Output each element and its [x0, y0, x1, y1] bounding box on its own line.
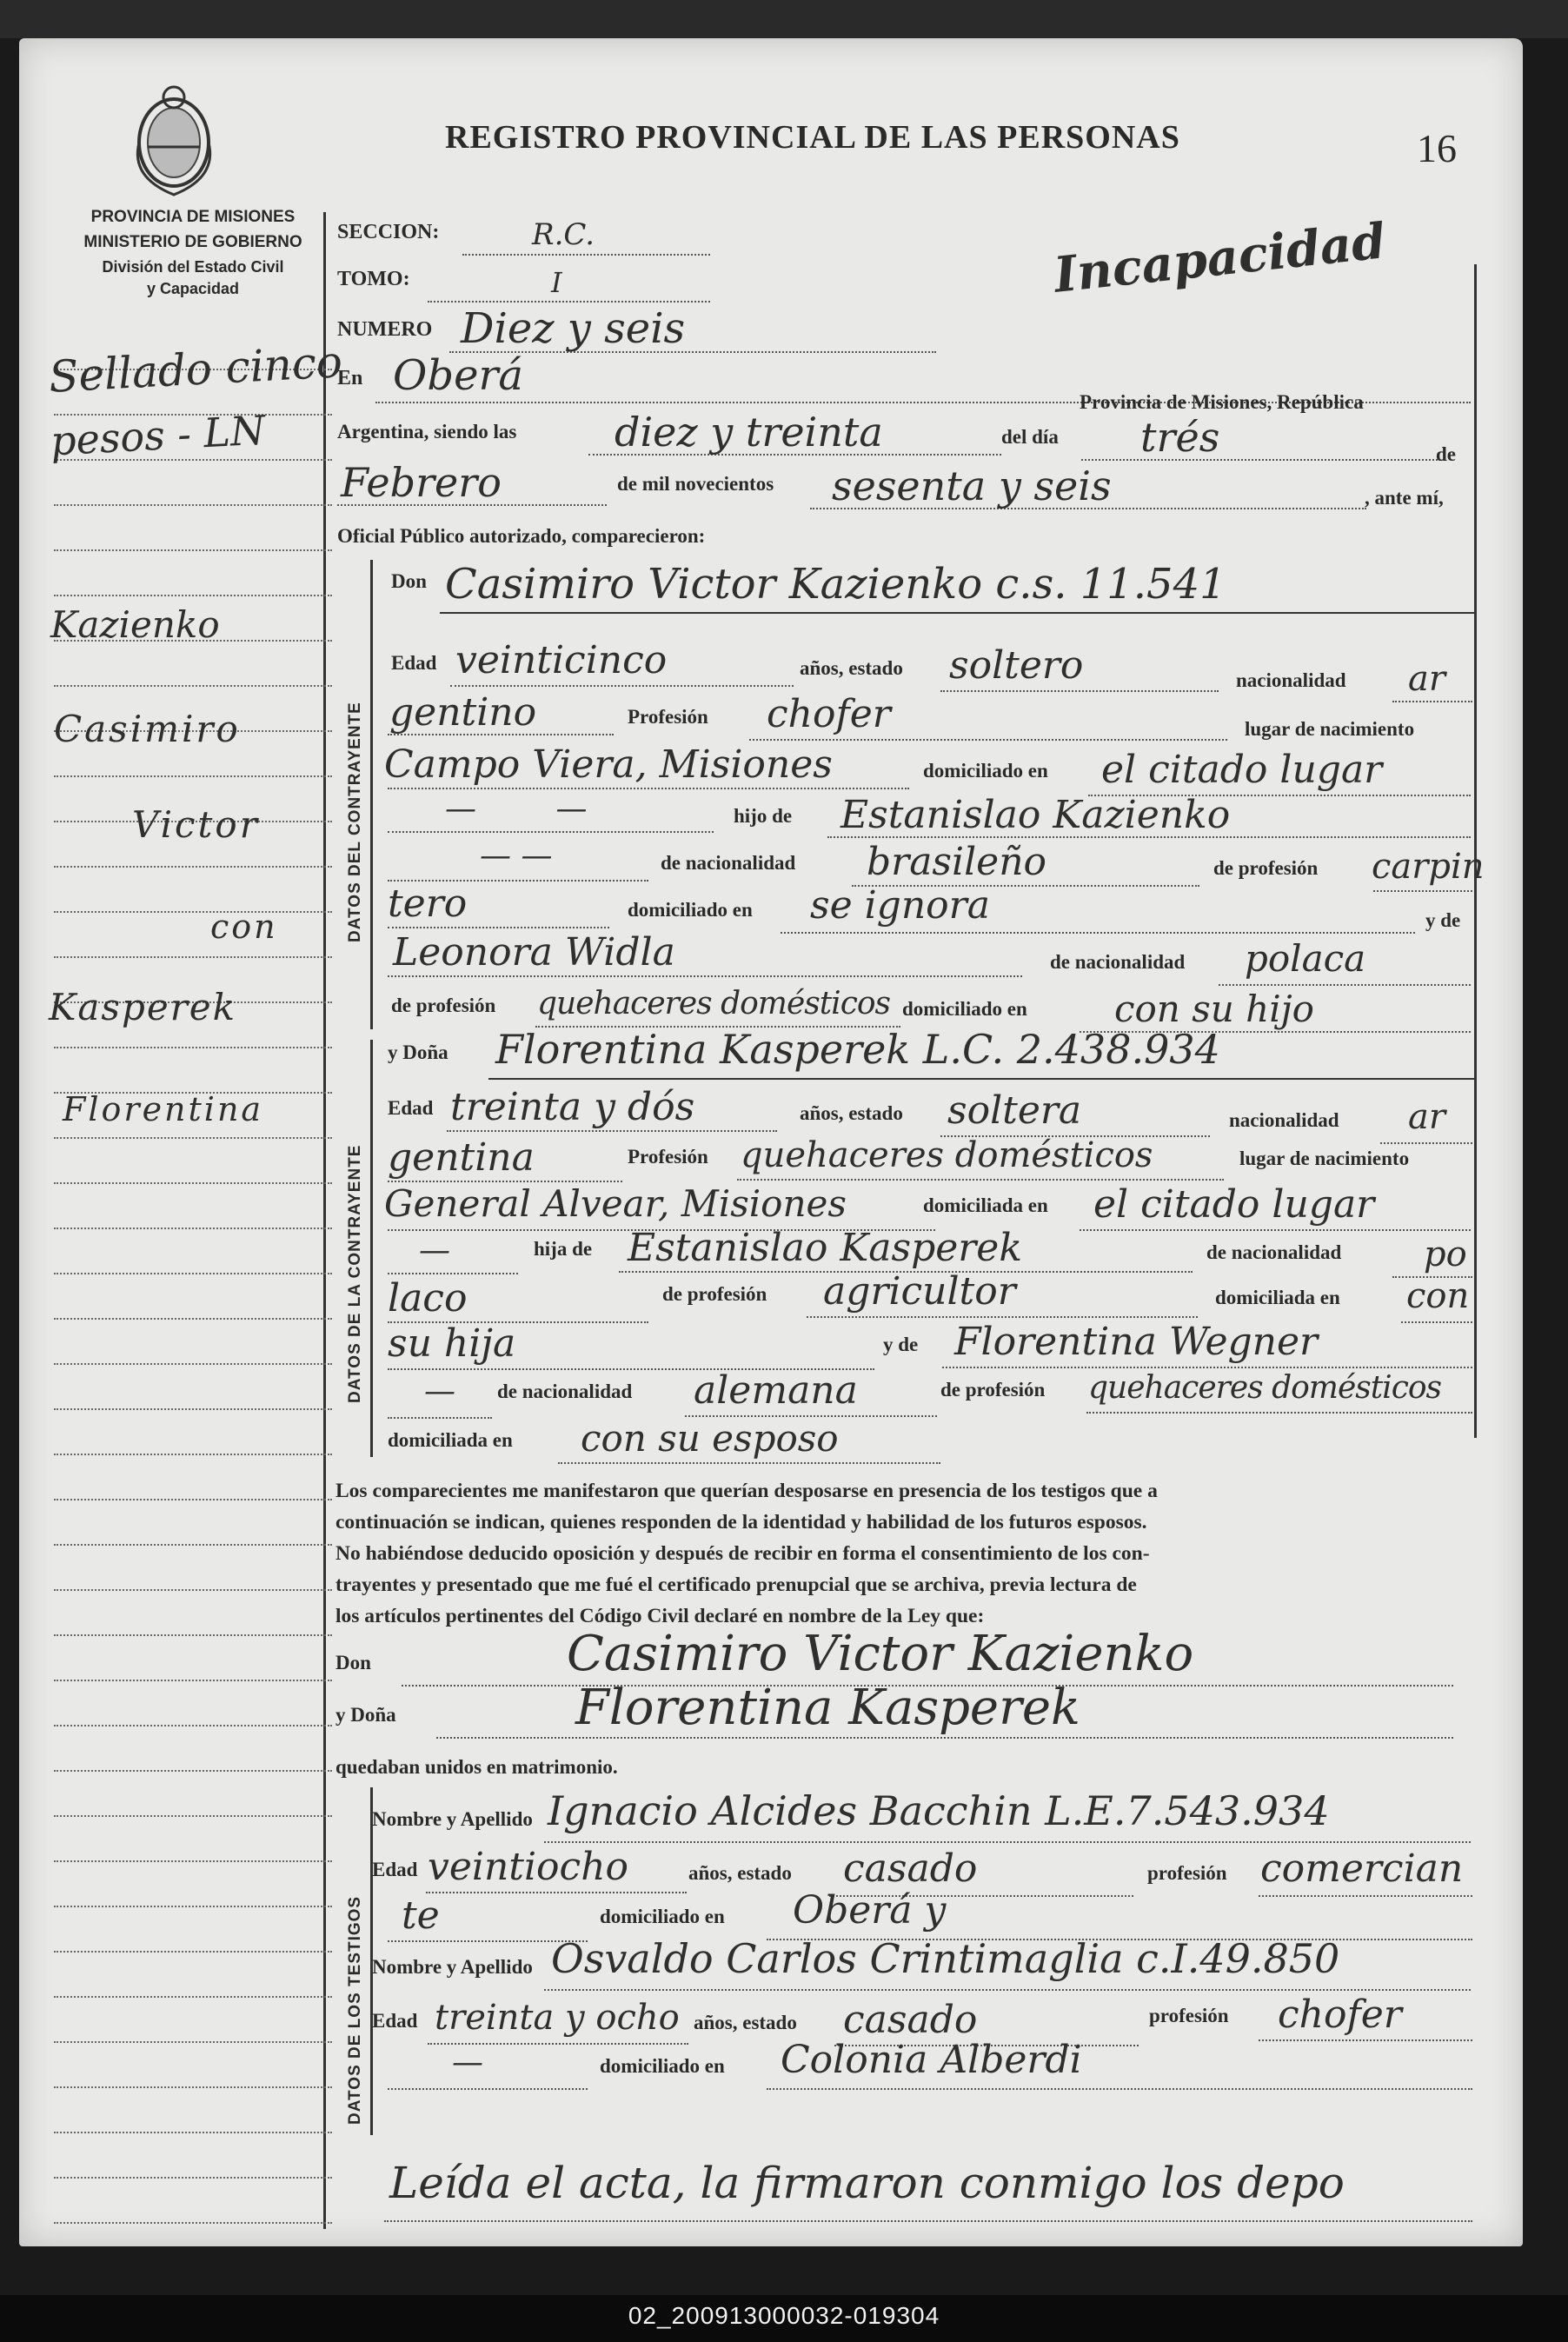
quedaban-text: quedaban unidos en matrimonio. — [336, 1756, 618, 1778]
madre-2-nac-label: de nacionalidad — [497, 1381, 633, 1402]
margin-rule — [54, 1634, 332, 1636]
margin-rule — [54, 1182, 332, 1184]
contrayente-nombre: Casimiro Victor Kazienko c.s. 11.541 — [445, 560, 1226, 609]
decl-dona-label: y Doña — [336, 1704, 396, 1726]
madre-dom-label: domiciliado en — [902, 998, 1027, 1020]
margin-rule — [54, 956, 332, 958]
padre-2-value: Estanislao Kasperek — [628, 1226, 1023, 1270]
de-profesion-label: de profesión — [1213, 857, 1319, 879]
lugar-value: Campo Viera, Misiones — [384, 742, 833, 787]
padre-2-prof-value: agricultor — [823, 1269, 1016, 1314]
t2-nombre-label: Nombre y Apellido — [372, 1956, 533, 1978]
padre-2-dom-value-1: con — [1406, 1276, 1470, 1316]
t1-dom-label: domiciliado en — [600, 1906, 725, 1927]
dona-label: y Doña — [388, 1041, 448, 1063]
margin-name-3: Victor — [132, 803, 260, 846]
lugar-2-label: lugar de nacimiento — [1239, 1148, 1410, 1169]
madre-2-dom-label: domiciliada en — [388, 1429, 513, 1451]
lugar-2-value: General Alvear, Misiones — [384, 1182, 847, 1225]
nacionalidad-2-value-1: ar — [1408, 1097, 1445, 1137]
margin-rule — [54, 911, 332, 913]
t1-prof-value-1: comercian — [1260, 1846, 1464, 1891]
madre-2-prof-value: quehaceres domésticos — [1088, 1370, 1442, 1406]
margin-name-4: con — [210, 908, 278, 946]
provincia-text: Provincia de Misiones, República — [1080, 391, 1364, 413]
margin-rule — [54, 2132, 332, 2133]
padre-2-prof-label: de profesión — [662, 1283, 767, 1305]
mes-value: Febrero — [341, 459, 502, 506]
madre-2-prof-label: de profesión — [940, 1379, 1046, 1401]
edad-label: Edad — [391, 652, 437, 674]
nacionalidad-2-value-2: gentina — [388, 1135, 535, 1180]
hora-value: diez y treinta — [615, 409, 883, 456]
register-title: REGISTRO PROVINCIAL DE LAS PERSONAS — [445, 119, 1180, 156]
tomo-label: TOMO: — [337, 268, 410, 290]
margin-name-1: Kazienko — [50, 603, 220, 646]
anio-value: sesenta y seis — [832, 462, 1112, 509]
profesion-value: chofer — [767, 692, 891, 736]
en-label: En — [337, 367, 363, 389]
margin-rule — [54, 2222, 332, 2224]
edad-2-value: treinta y dós — [450, 1085, 695, 1129]
domicilio-2-value: el citado lugar — [1093, 1182, 1375, 1227]
madre-prof-value: quehaceres domésticos — [537, 986, 891, 1021]
margin-rule — [54, 1408, 332, 1410]
t2-nombre-value: Osvaldo Carlos Crintimaglia c.I.49.850 — [551, 1935, 1340, 1982]
estado-value: soltero — [949, 643, 1084, 688]
margin-name-2: Casimiro — [54, 708, 241, 750]
nacionalidad-value-2: gentino — [389, 690, 537, 735]
anios-estado-label: años, estado — [800, 657, 903, 679]
padre-prof-value-2: tero — [388, 882, 468, 926]
declaracion-line-2: continuación se indican, quienes responden de la identidad y habilidad de los futuros esposos. — [336, 1511, 1147, 1534]
y-de-label: y de — [1425, 909, 1461, 931]
hija-de-label: hija de — [534, 1238, 593, 1260]
declaracion-line-1: Los comparecientes me manifestaron que querían desposarse en presencia de los testigos que a — [336, 1480, 1158, 1502]
padre-value: Estanislao Kazienko — [840, 793, 1231, 837]
en-value: Oberá — [393, 351, 524, 400]
decl-dona-value: Florentina Kasperek — [575, 1680, 1080, 1736]
margin-rule — [54, 1589, 332, 1591]
edad-2-label: Edad — [388, 1097, 434, 1119]
de-nacionalidad-label: de nacionalidad — [661, 852, 796, 874]
t2-dom-label: domiciliado en — [600, 2055, 725, 2077]
decl-don-value: Casimiro Victor Kazienko — [567, 1626, 1194, 1682]
madre-2-nac-value: alemana — [694, 1368, 858, 1413]
padre-prof-value-1: carpin — [1372, 847, 1485, 887]
y-de-2-label: y de — [883, 1334, 919, 1355]
padre-2-dom-value-2: su hija — [388, 1321, 516, 1366]
margin-rule — [54, 549, 332, 551]
del-dia-label: del día — [1001, 426, 1059, 448]
margin-rule — [54, 1544, 332, 1546]
margin-rule — [54, 1454, 332, 1455]
margin-rule — [54, 685, 332, 687]
numero-label: NUMERO — [337, 318, 433, 341]
testigos-section-label: DATOS DE LOS TESTIGOS — [346, 1895, 364, 2125]
margin-rule — [54, 2041, 332, 2043]
edad-value: veinticinco — [455, 638, 668, 682]
t1-edad-label: Edad — [372, 1859, 418, 1880]
official-signature: Incapacidad — [1051, 212, 1389, 304]
anios-estado-2-label: años, estado — [800, 1102, 903, 1124]
t1-prof-label: profesión — [1147, 1862, 1227, 1884]
t2-prof-label: profesión — [1149, 2005, 1229, 2026]
coat-of-arms-icon — [122, 73, 226, 203]
guion-4: — — [424, 1374, 455, 1409]
contrayente-2-section-label: DATOS DE LA CONTRAYENTE — [346, 1144, 364, 1403]
madre-2-dom-value: con su esposo — [581, 1417, 839, 1460]
margin-rule — [54, 1860, 332, 1862]
padre-2-nac-value-2: laco — [388, 1276, 468, 1321]
numero-value: Diez y seis — [461, 304, 686, 353]
lugar-label: lugar de nacimiento — [1245, 718, 1415, 740]
margin-name-5: Kasperek — [49, 986, 237, 1028]
t2-prof-value: chofer — [1278, 1993, 1402, 2037]
page-number: 16 — [1417, 126, 1457, 170]
seccion-value: R.C. — [532, 217, 595, 252]
margin-rule — [54, 1770, 332, 1772]
padre-2-dom-label: domiciliada en — [1215, 1287, 1340, 1308]
margin-name-6: Florentina — [63, 1090, 264, 1128]
guion-1: — — — [445, 791, 622, 827]
margin-rule — [54, 1318, 332, 1320]
profesion-2-value: quehaceres domésticos — [741, 1135, 1153, 1175]
t1-anios-label: años, estado — [688, 1862, 792, 1884]
margin-rule — [54, 1137, 332, 1139]
padre-nac-value: brasileño — [867, 840, 1047, 884]
contrayente-2-bracket — [370, 1040, 373, 1457]
t1-prof-value-2: te — [402, 1893, 440, 1938]
margin-rule — [54, 1680, 332, 1681]
de-label: de — [1436, 443, 1456, 465]
dia-value: trés — [1140, 414, 1220, 461]
hijo-de-label: hijo de — [734, 805, 793, 827]
cierre-text: Leída el acta, la firmaron conmigo los depo — [389, 2158, 1345, 2208]
don-label: Don — [391, 570, 427, 592]
t2-edad-value: treinta y ocho — [435, 1998, 680, 2038]
image-caption: 02_200913000032-019304 — [628, 2302, 940, 2329]
margin-rule — [54, 775, 332, 777]
t2-edad-label: Edad — [372, 2010, 418, 2032]
nacionalidad-label: nacionalidad — [1236, 669, 1346, 691]
nacionalidad-value-1: ar — [1408, 659, 1445, 699]
declaracion-line-3: No habiéndose deducido oposición y después de recibir en forma el consentimiento de los con- — [336, 1542, 1150, 1565]
domiciliada-en-label: domiciliada en — [923, 1194, 1048, 1216]
margin-rule — [54, 1363, 332, 1365]
madre-2-value: Florentina Wegner — [954, 1320, 1319, 1364]
oficial-text: Oficial Público autorizado, comparecieron: — [337, 525, 706, 547]
contrayente-2-nombre: Florentina Kasperek L.C. 2.438.934 — [495, 1026, 1220, 1073]
margin-rule — [54, 1906, 332, 1907]
margin-rule — [54, 1047, 332, 1048]
seccion-label: SECCION: — [337, 221, 440, 243]
t1-edad-value: veintiocho — [428, 1845, 629, 1889]
t2-estado-value: casado — [843, 1998, 978, 2042]
margin-rule — [54, 2086, 332, 2088]
declaracion-line-4: trayentes y presentado que me fué el certificado prenupcial que se archiva, previa lectura de — [336, 1574, 1137, 1596]
margin-rule — [54, 1725, 332, 1727]
tomo-value: I — [551, 266, 562, 299]
estado-2-value: soltera — [947, 1088, 1082, 1133]
top-shadow-band — [0, 0, 1568, 38]
org-line-2: MINISTERIO DE GOBIERNO — [83, 233, 302, 251]
t1-estado-value: casado — [843, 1846, 978, 1891]
margin-rule — [54, 1228, 332, 1229]
register-page — [19, 38, 1523, 2246]
argentina-text: Argentina, siendo las — [337, 421, 517, 442]
madre-prof-label: de profesión — [391, 995, 496, 1016]
madre-value: Leonora Widla — [393, 930, 675, 975]
madre-nac-value: polaca — [1245, 937, 1366, 980]
margin-rule — [54, 1815, 332, 1817]
de-mil-label: de mil novecientos — [617, 473, 774, 495]
declaracion-line-5: los artículos pertinentes del Código Civil declaré en nombre de la Ley que: — [336, 1605, 985, 1627]
margin-rule — [54, 504, 332, 506]
margin-rule — [54, 1996, 332, 1998]
margin-rule — [54, 1273, 332, 1274]
contrayente-section-label: DATOS DEL CONTRAYENTE — [346, 702, 364, 942]
margin-divider — [323, 212, 326, 2229]
profesion-label: Profesión — [628, 706, 708, 728]
padre-2-nac-value-1: po — [1424, 1234, 1467, 1274]
profesion-2-label: Profesión — [628, 1146, 708, 1168]
org-line-1: PROVINCIA DE MISIONES — [90, 208, 296, 226]
margin-rule — [54, 595, 332, 596]
t1-dom-value: Oberá y — [793, 1888, 947, 1933]
margin-stamp-note-1: Sellado cinco — [47, 336, 344, 403]
org-line-4: y Capacidad — [146, 280, 240, 297]
madre-dom-value: con su hijo — [1114, 988, 1314, 1030]
margin-rule — [54, 2177, 332, 2179]
nacionalidad-2-label: nacionalidad — [1229, 1109, 1339, 1131]
t1-nombre-value: Ignacio Alcides Bacchin L.E.7.543.934 — [548, 1787, 1330, 1834]
org-line-3: División del Estado Civil — [102, 258, 284, 276]
ante-mi-label: , ante mí, — [1365, 487, 1444, 509]
t1-nombre-label: Nombre y Apellido — [372, 1808, 533, 1830]
margin-rule — [54, 1499, 332, 1500]
domiciliado-en-label: domiciliado en — [923, 760, 1048, 782]
padre-dom-value: se ignora — [810, 883, 990, 928]
margin-rule — [54, 1951, 332, 1953]
contrayente-bracket — [370, 560, 373, 1029]
padre-2-nac-label: de nacionalidad — [1206, 1241, 1342, 1263]
decl-don-label: Don — [336, 1652, 371, 1673]
margin-rule — [54, 866, 332, 868]
padre-dom-label: domiciliado en — [628, 899, 753, 921]
madre-nac-label: de nacionalidad — [1050, 951, 1186, 973]
t2-dom-value: Colonia Alberdi — [781, 2038, 1082, 2082]
t2-guion: — — [452, 2045, 483, 2080]
guion-3: — — [419, 1233, 450, 1268]
t2-anios-label: años, estado — [694, 2012, 797, 2033]
guion-2: — — — [480, 838, 553, 874]
domicilio-value: el citado lugar — [1101, 748, 1383, 792]
margin-stamp-note-2: pesos - LN — [49, 406, 267, 465]
